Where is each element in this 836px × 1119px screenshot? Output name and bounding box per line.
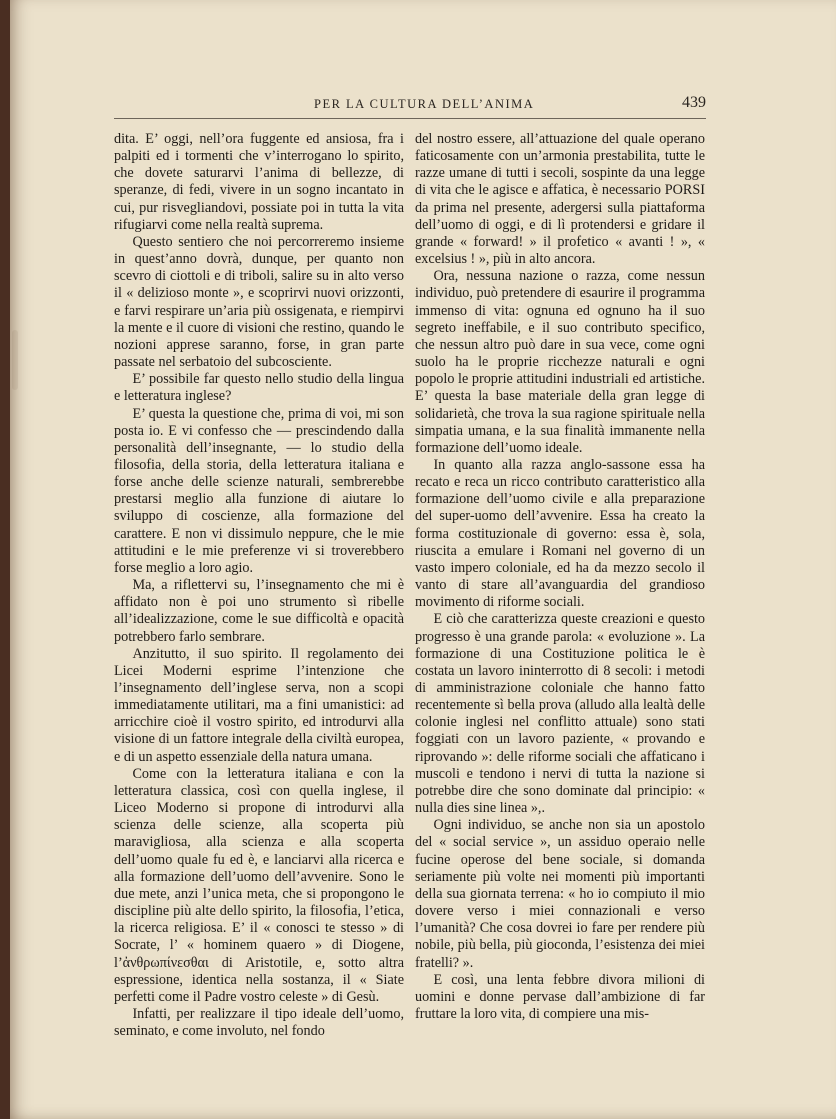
running-header xyxy=(114,92,706,119)
binding-shadow xyxy=(12,330,18,390)
right-text-column xyxy=(415,131,705,1023)
book-page xyxy=(10,0,836,1119)
paragraph: E’ possibile far questo nello studio della lingua e letteratura inglese? xyxy=(114,371,404,405)
paragraph: Ma, a riflettervi su, l’insegnamento che mi è affidato non è poi uno strumento sì ribelle all’idealizzazione, come le sue difficoltà e opacità potrebbero farlo sembrare. xyxy=(114,577,404,645)
paragraph: Ogni individuo, se anche non sia un apostolo del « social service », un assiduo operaio nelle fucine operose del bene sociale, si domanda seriamente più volte nei momenti più importanti della sua giornata terrena: « ho io compiuto il mio dovere verso i miei connazionali e verso l’umanità? Che cosa dovrei io fare per rendere più nobile, più bella, più gioconda, l’esistenza dei miei fratelli? ». xyxy=(415,817,705,971)
paragraph: Ora, nessuna nazione o razza, come nessun individuo, può pretendere di esaurire il programma immenso di vita: ognuna ed ognuno ha il suo segreto ineffabile, e il suo contributo specifico, che nessun altro può dare in sua vece, come ogni suolo ha le proprie ricchezze naturali e ogni popolo le proprie attitudini industriali ed artistiche. E’ questa la base materiale della gran legge di solidarietà, che trova la sua ragione spirituale nella simpatia umana, e la sua finalità immanente nella formazione dell’uomo ideale. xyxy=(415,268,705,456)
paragraph: Come con la letteratura italiana e con la letteratura classica, così con quella inglese, il Liceo Moderno si propone di introdurvi alla scienza delle scienze, alla scoperta più maravigliosa, alla scienza e alla scoperta dell’uomo quale fu ed è, e lanciarvi alla ricerca e alla formazione dell’uomo dell’avvenire. Sono le due mete, anzi l’unica meta, che si propongono le discipline più alte dello spirito, la filosofia, l’etica, la ricerca religiosa. E’ il « conosci te stesso » di Socrate, l’ « hominem quaero » di Diogene, l’ἀνθρωπίνεσθαι di Aristotile, e, sotto altra espressione, identica nella sostanza, il « Siate perfetti come il Padre vostro celeste » di Gesù. xyxy=(114,765,404,1005)
paragraph: E’ questa la questione che, prima di voi, mi son posta io. E vi confesso che — prescindendo dalla personalità dell’insegnante, — lo studio della filosofia, della storia, della letteratura italiana e forse anche delle scienze naturali, sembrerebbe prestarsi meglio alla funzione di aiutare lo sviluppo di coscienze, alla formazione del carattere. E non vi dissimulo neppure, che le mie attitudini e le mie preferenze vi si troverebbero forse meglio a loro agio. xyxy=(114,405,404,576)
paragraph: Questo sentiero che noi percorreremo insieme in quest’anno dovrà, dunque, per quanto non scevro di ciottoli e di triboli, salire su in alto verso il « delizioso monte », e scoprirvi nuovi orizzonti, e farvi respirare un’aria più ossigenata, e riempirvi la mente e il cuore di visioni che restino, quando le nozioni apprese saranno, forse, in gran parte passate nel serbatoio del subcosciente. xyxy=(114,233,404,371)
left-text-column xyxy=(114,131,404,1040)
paragraph: E ciò che caratterizza queste creazioni e questo progresso è una grande parola: « evoluzione ». La formazione di una Costituzione politica le è costata un lavoro ininterrotto di 8 secoli: i metodi di amministrazione coloniale che hanno fatto recentemente sì bella prova (alludo alla lealtà delle colonie inglesi nel conflitto attuale) sono stati foggiati con un lavoro paziente, « provando e riprovando »: delle riforme sociali che affaticano i muscoli e tendono i nervi di tutta la nazione si potrebbe dire che sono dominate dal principio: « nulla dies sine linea »,. xyxy=(415,611,705,817)
paragraph: dita. E’ oggi, nell’ora fuggente ed ansiosa, fra i palpiti ed i tormenti che v’interrogano lo spirito, che dovete saturarvi l’anima di bellezze, di speranze, di fedi, vivere in un sogno incantato in cui, pur risvegliandovi, possiate poi in tutta la vita rifugiarvi come nella realtà suprema. xyxy=(114,131,404,233)
page-number: 439 xyxy=(682,94,706,111)
running-title: PER LA CULTURA DELL’ANIMA xyxy=(314,97,535,111)
paragraph: In quanto alla razza anglo-sassone essa ha recato e reca un ricco contributo caratteristico alla formazione dell’uomo civile e alla preparazione del super-uomo dell’avvenire. Essa ha creato la forma costituzionale di governo: essa è, sola, riuscita a emulare i Romani nel governo di un vasto impero coloniale, ed ha da mezzo secolo il vanto di stare all’avanguardia del grandioso movimento di riforme sociali. xyxy=(415,456,705,611)
paragraph: Anzitutto, il suo spirito. Il regolamento dei Licei Moderni esprime l’intenzione che l’insegnamento dell’inglese serva, non a scopi immediatamente utilitari, ma a fini umanistici: ad arricchire cioè il vostro spirito, ed introdurvi alla visione di un fattore integrale della civiltà europea, e di un aspetto essenziale della natura umana. xyxy=(114,645,404,765)
paragraph: Infatti, per realizzare il tipo ideale dell’uomo, seminato, e come involuto, nel fondo xyxy=(114,1005,404,1040)
paragraph: del nostro essere, all’attuazione del quale operano faticosamente con un’armonia prestabilita, tutte le razze umane di tutti i secoli, sospinte da una legge di vita che le agisce e affatica, è necessario PORSI da prima nel presente, adergersi sulla piattaforma dell’uomo di oggi, e di lì protendersi e gridare il grande « forward! » il profetico « avanti ! », « excelsius ! », più in alto ancora. xyxy=(415,131,705,268)
paragraph: E così, una lenta febbre divora milioni di uomini e donne pervase dall’ambizione di far fruttare la loro vita, di compiere una mis- xyxy=(415,971,705,1022)
